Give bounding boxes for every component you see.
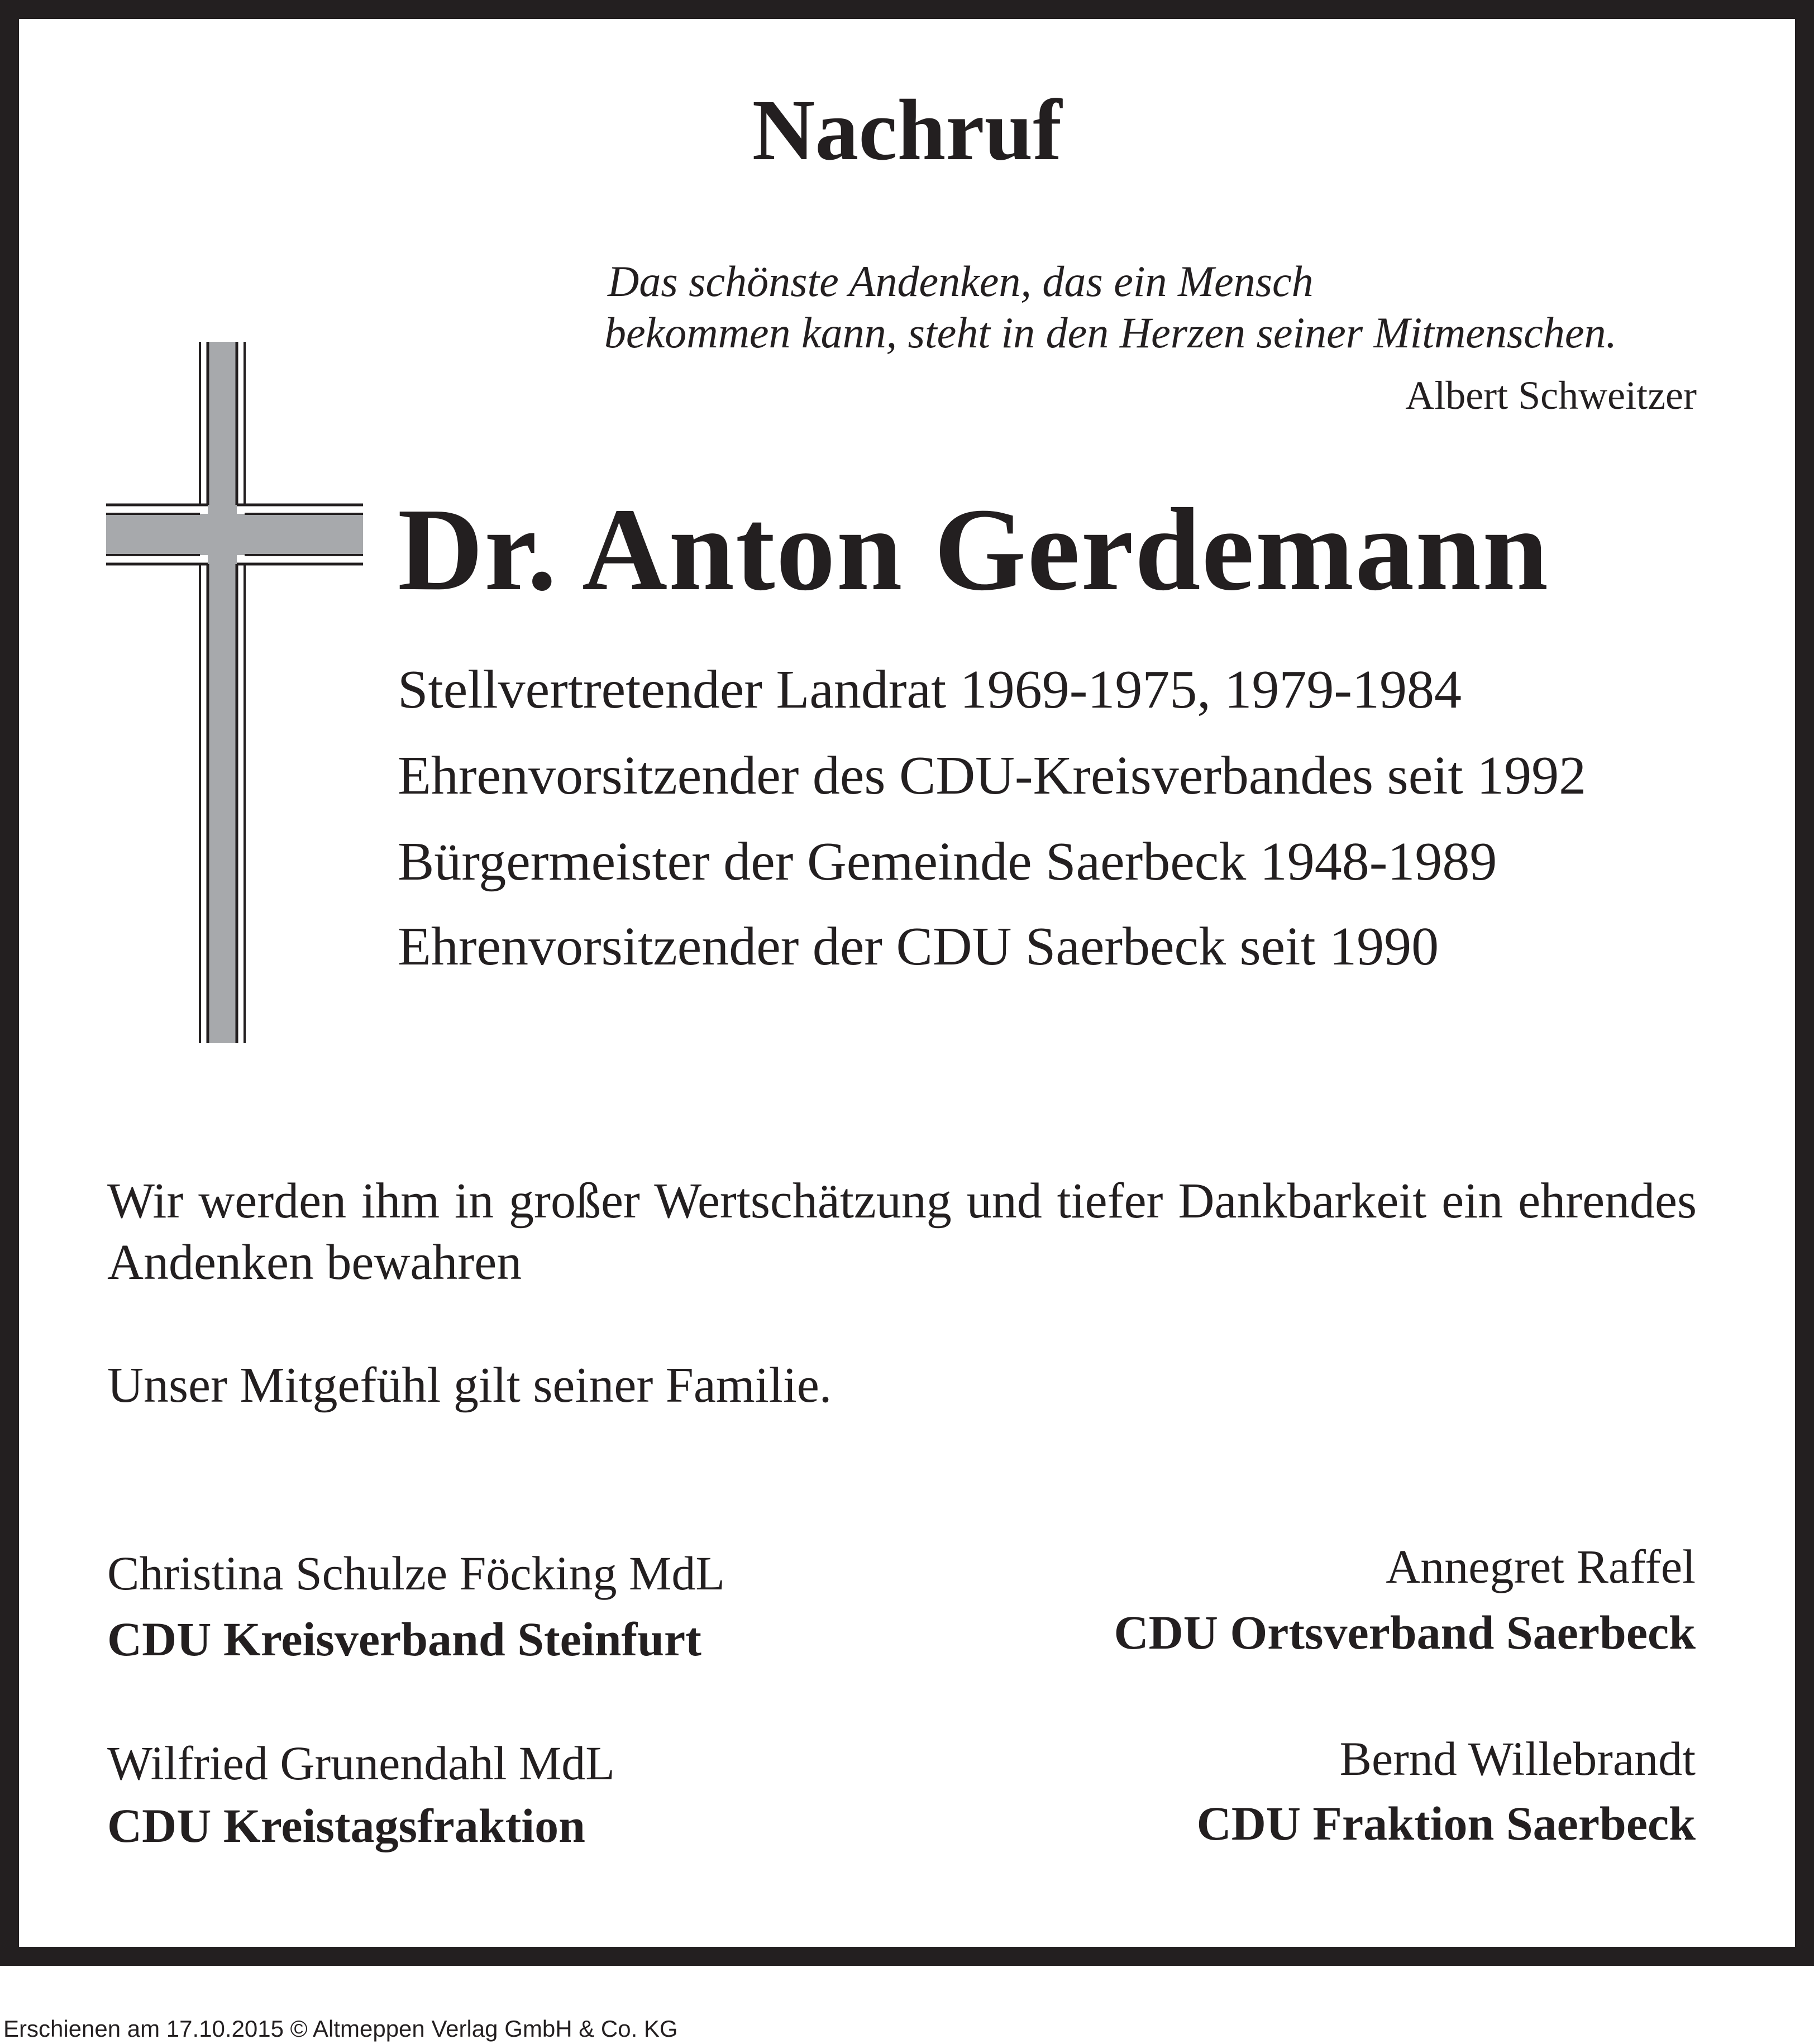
quote-author: Albert Schweitzer bbox=[1405, 373, 1697, 418]
signatory-organization: CDU Ortsverband Saerbeck bbox=[1114, 1606, 1696, 1659]
quote-line-2: bekommen kann, steht in den Herzen seiner Mitmenschen. bbox=[604, 308, 1617, 357]
signatory-name: Christina Schulze Föcking MdL bbox=[107, 1546, 725, 1600]
role-line: Ehrenvorsitzender des CDU-Kreisverbandes seit 1992 bbox=[398, 746, 1587, 806]
remembrance-message: Wir werden ihm in großer Wertschätzung und tiefer Dankbarkeit ein ehrendes Andenken bewahren bbox=[107, 1173, 1697, 1290]
signatory-organization: CDU Fraktion Saerbeck bbox=[1196, 1797, 1696, 1850]
obituary-title: Nachruf bbox=[752, 82, 1062, 178]
role-line: Stellvertretender Landrat 1969-1975, 1979-1984 bbox=[398, 660, 1462, 720]
publication-footer: Erschienen am 17.10.2015 © Altmeppen Verlag GmbH & Co. KG bbox=[3, 2016, 678, 2042]
sympathy-message: Unser Mitgefühl gilt seiner Familie. bbox=[107, 1358, 832, 1413]
signatory-organization: CDU Kreisverband Steinfurt bbox=[107, 1612, 701, 1666]
signatory-name: Annegret Raffel bbox=[1386, 1540, 1696, 1593]
signatory-organization: CDU Kreistagsfraktion bbox=[107, 1799, 585, 1852]
signatory-name: Wilfried Grunendahl MdL bbox=[107, 1736, 615, 1790]
signatory-name: Bernd Willebrandt bbox=[1339, 1732, 1696, 1785]
role-line: Bürgermeister der Gemeinde Saerbeck 1948-1989 bbox=[398, 832, 1497, 892]
quote-line-1: Das schönste Andenken, das ein Mensch bbox=[608, 257, 1314, 305]
cross-icon bbox=[106, 342, 363, 1043]
deceased-name: Dr. Anton Gerdemann bbox=[398, 484, 1550, 615]
role-line: Ehrenvorsitzender der CDU Saerbeck seit 1990 bbox=[398, 916, 1439, 977]
